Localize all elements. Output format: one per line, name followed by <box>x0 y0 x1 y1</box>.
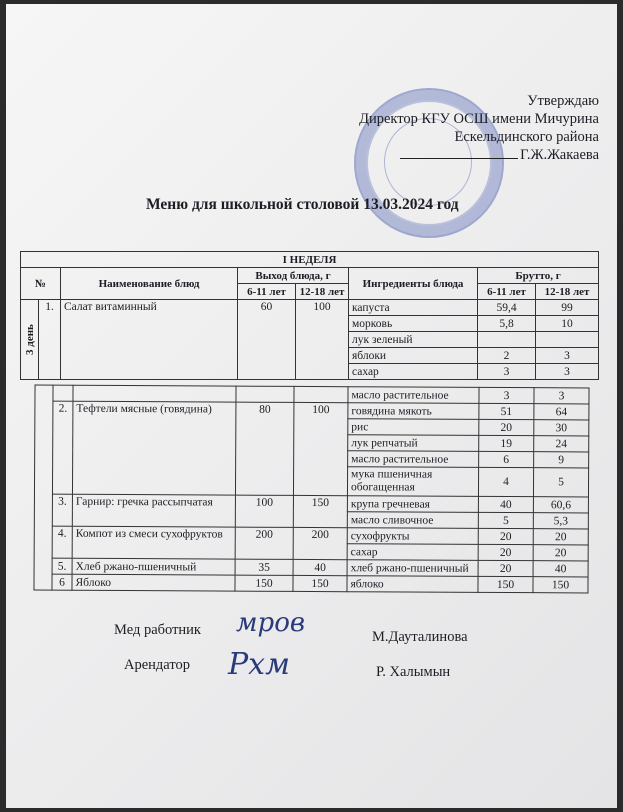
dish-name: Гарнир: гречка рассыпчатая <box>72 494 235 527</box>
ingredient-name: говядина мякоть <box>348 403 479 420</box>
ingredient-gross-1: 40 <box>478 496 533 512</box>
ingredient-gross-1: 2 <box>478 348 536 364</box>
dish-name: Хлеб ржано-пшеничный <box>72 558 235 575</box>
dish-output-1: 35 <box>235 559 293 575</box>
dish-output-2: 150 <box>293 575 347 591</box>
ingredient-gross-2: 30 <box>534 420 589 436</box>
col-output-header: Выход блюда, г <box>238 268 349 284</box>
ingredient-name: хлеб ржано-пшеничный <box>347 560 478 577</box>
med-worker-name: М.Дауталинова <box>372 629 468 645</box>
ingredient-gross-1: 19 <box>479 435 534 451</box>
approval-line-4: Г.Ж.Жакаева <box>520 147 599 163</box>
day-column-empty <box>34 385 53 590</box>
ingredient-gross-2: 3 <box>534 388 589 404</box>
dish-output-2: 150 <box>293 495 347 527</box>
table-row <box>35 401 589 420</box>
output-age-2-header: 12-18 лет <box>296 284 349 300</box>
ingredient-name: лук репчатый <box>348 435 479 452</box>
tenant-label: Арендатор <box>124 657 191 673</box>
col-dish-header: Наименование блюд <box>61 268 238 300</box>
table-row <box>34 526 588 545</box>
dish-num: 5. <box>52 558 72 574</box>
ingredient-name: сахар <box>347 544 478 561</box>
col-ingredients-header: Ингредиенты блюда <box>349 268 478 300</box>
ingredient-gross-2: 20 <box>533 529 588 545</box>
approval-block <box>359 92 599 164</box>
ingredient-gross-2: 64 <box>534 404 589 420</box>
ingredient-name: мука пшеничная обогащенная <box>347 467 478 497</box>
ingredient-gross-1: 51 <box>479 403 534 419</box>
ingredient-name: масло растительное <box>348 451 479 468</box>
ingredient-gross-1: 20 <box>479 419 534 435</box>
week-header: I НЕДЕЛЯ <box>21 252 599 268</box>
dish-output-1: 150 <box>235 575 293 591</box>
document-page <box>6 4 617 808</box>
ingredient-name: масло растительное <box>348 387 479 404</box>
ingredient-gross-2: 10 <box>536 316 599 332</box>
dish-name: Тефтели мясные (говядина) <box>72 401 235 495</box>
dish-name: Салат витаминный <box>61 300 238 380</box>
dish-output-1: 80 <box>235 402 293 495</box>
approval-line-2: Директор КГУ ОСШ имени Мичурина <box>359 111 599 127</box>
ingredient-gross-2: 9 <box>534 452 589 468</box>
dish-output-2: 100 <box>296 300 349 380</box>
col-num-header: № <box>21 268 61 300</box>
dish-name: Яблоко <box>72 574 235 591</box>
tenant-signature: Рхм <box>228 647 290 682</box>
ingredient-gross-2: 3 <box>536 364 599 380</box>
dish-output-2: 200 <box>293 527 347 559</box>
ingredient-gross-2: 20 <box>533 545 588 561</box>
signature-underline <box>400 158 518 159</box>
ingredient-gross-2: 5 <box>533 468 588 497</box>
dish-output-1: 100 <box>235 495 293 527</box>
approval-line-3: Ескельдинского района <box>454 129 599 145</box>
approval-line-1: Утверждаю <box>527 93 599 109</box>
ingredient-name: рис <box>348 419 479 436</box>
ingredient-gross-2: 24 <box>534 436 589 452</box>
ingredient-gross-1 <box>478 332 536 348</box>
table-row <box>21 300 599 316</box>
ingredient-gross-2 <box>536 332 599 348</box>
ingredient-gross-1: 4 <box>478 467 533 496</box>
ingredient-gross-2: 5,3 <box>533 513 588 529</box>
dish-num: 6 <box>52 574 72 590</box>
ingredient-gross-1: 3 <box>479 387 534 403</box>
dish-output-1: 60 <box>238 300 296 380</box>
gross-age-1-header: 6-11 лет <box>478 284 536 300</box>
ingredient-name: яблоко <box>347 576 478 593</box>
ingredient-gross-1: 20 <box>478 544 533 560</box>
ingredient-gross-2: 99 <box>536 300 599 316</box>
ingredient-gross-1: 20 <box>478 560 533 576</box>
ingredient-name: масло сливочное <box>347 512 478 529</box>
dish-name <box>73 385 236 402</box>
ingredient-gross-1: 5 <box>478 512 533 528</box>
ingredient-name: сахар <box>349 364 478 380</box>
dish-name: Компот из смеси сухофруктов <box>72 526 235 559</box>
ingredient-gross-1: 3 <box>478 364 536 380</box>
dish-num: 1. <box>39 300 61 380</box>
ingredient-name: сухофрукты <box>347 528 478 545</box>
ingredient-gross-1: 20 <box>478 528 533 544</box>
ingredient-name: яблоки <box>349 348 478 364</box>
med-worker-label: Мед работник <box>114 622 201 638</box>
day-label: 3 день <box>21 300 39 380</box>
ingredient-gross-1: 59,4 <box>478 300 536 316</box>
ingredient-name: морковь <box>349 316 478 332</box>
med-worker-signature: мров <box>236 608 305 638</box>
output-age-1-header: 6-11 лет <box>238 284 296 300</box>
dish-output-2: 40 <box>293 559 347 575</box>
tenant-name: Р. Халымын <box>376 664 451 680</box>
ingredient-gross-1: 5,8 <box>478 316 536 332</box>
dish-num: 4. <box>52 526 72 558</box>
dish-output-2: 100 <box>293 402 347 495</box>
ingredient-gross-2: 60,6 <box>533 497 588 513</box>
col-gross-header: Брутто, г <box>478 268 599 284</box>
ingredient-gross-2: 3 <box>536 348 599 364</box>
menu-table-part-1 <box>20 251 599 380</box>
ingredient-gross-1: 150 <box>478 576 533 592</box>
dish-num: 3. <box>52 494 72 526</box>
ingredient-name: крупа гречневая <box>347 496 478 513</box>
dish-output-1: 200 <box>235 527 293 559</box>
table-row <box>34 574 588 593</box>
ingredient-name: лук зеленый <box>349 332 478 348</box>
table-row <box>34 494 588 513</box>
gross-age-2-header: 12-18 лет <box>536 284 599 300</box>
ingredient-name: капуста <box>349 300 478 316</box>
dish-num: 2. <box>52 401 72 494</box>
ingredient-gross-2: 150 <box>533 577 588 593</box>
ingredient-gross-2: 40 <box>533 561 588 577</box>
ingredient-gross-1: 6 <box>479 451 534 467</box>
page-title: Меню для школьной столовой 13.03.2024 год <box>146 196 459 213</box>
menu-table-part-2 <box>33 385 589 594</box>
